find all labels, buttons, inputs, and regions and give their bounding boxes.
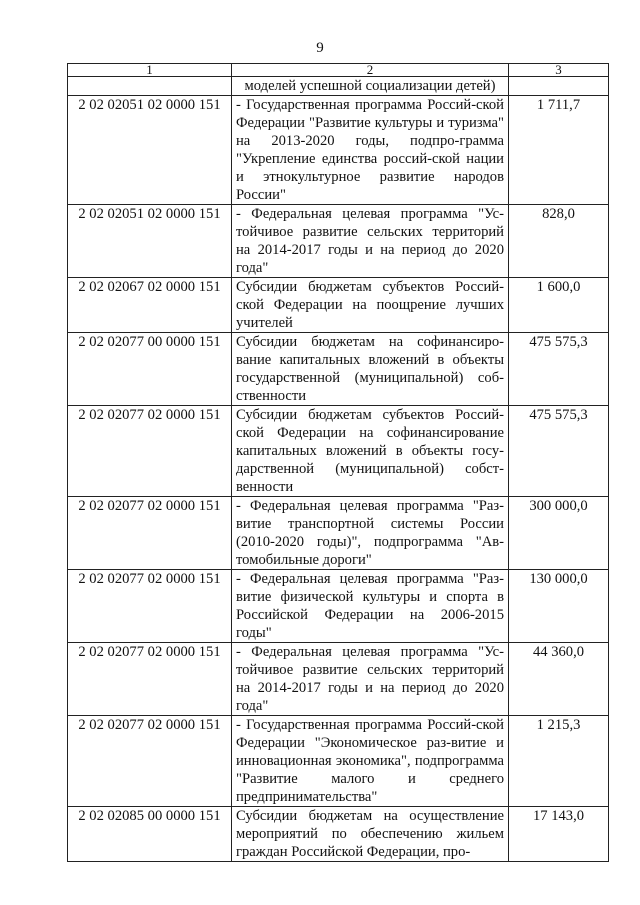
row-description: моделей успешной социализации детей)	[232, 77, 509, 96]
table-row	[68, 278, 609, 333]
row-description: Субсидии бюджетам на софинансиро-вание капитальных вложений в объекты государственной (муниципальной) соб-ственности	[232, 333, 509, 406]
row-amount: 828,0	[509, 205, 609, 278]
row-code	[68, 77, 232, 96]
table-row	[68, 807, 609, 862]
row-description: Субсидии бюджетам на осуществление мероприятий по обеспечению жильем граждан Российской Федерации, про-	[232, 807, 509, 862]
column-header-code: 1	[68, 64, 232, 77]
row-code: 2 02 02077 02 0000 151	[68, 570, 232, 643]
row-code: 2 02 02077 02 0000 151	[68, 643, 232, 716]
row-description: - Федеральная целевая программа "Ус-тойчивое развитие сельских территорий на 2014-2017 годы и на период до 2020 года"	[232, 205, 509, 278]
row-code: 2 02 02077 02 0000 151	[68, 497, 232, 570]
row-code: 2 02 02051 02 0000 151	[68, 205, 232, 278]
row-description: - Федеральная целевая программа "Раз-витие физической культуры и спорта в Российской Федерации на 2006-2015 годы"	[232, 570, 509, 643]
row-amount: 475 575,3	[509, 406, 609, 497]
row-code: 2 02 02085 00 0000 151	[68, 807, 232, 862]
row-amount: 17 143,0	[509, 807, 609, 862]
table-header-row	[68, 64, 609, 77]
table-row	[68, 406, 609, 497]
row-code: 2 02 02051 02 0000 151	[68, 96, 232, 205]
row-code: 2 02 02077 00 0000 151	[68, 333, 232, 406]
row-description: - Государственная программа Россий-ской Федерации "Экономическое раз-витие и инновационная экономика", подпрограмма "Развитие малого и среднего предпринимательства"	[232, 716, 509, 807]
table-row	[68, 205, 609, 278]
row-amount: 44 360,0	[509, 643, 609, 716]
row-amount: 130 000,0	[509, 570, 609, 643]
row-description: Субсидии бюджетам субъектов Россий-ской Федерации на поощрение лучших учителей	[232, 278, 509, 333]
page-number: 9	[316, 40, 324, 56]
table-row	[68, 96, 609, 205]
table-row	[68, 716, 609, 807]
column-header-amount: 3	[509, 64, 609, 77]
row-amount	[509, 77, 609, 96]
row-description: Субсидии бюджетам субъектов Россий-ской Федерации на софинансирование капитальных вложений в объекты госу-дарственной (муниципальной) собст-венности	[232, 406, 509, 497]
table-row	[68, 643, 609, 716]
table-row	[68, 570, 609, 643]
row-description: - Федеральная целевая программа "Ус-тойчивое развитие сельских территорий на 2014-2017 годы и на период до 2020 года"	[232, 643, 509, 716]
table-row	[68, 333, 609, 406]
row-amount: 1 711,7	[509, 96, 609, 205]
table-row	[68, 497, 609, 570]
row-code: 2 02 02067 02 0000 151	[68, 278, 232, 333]
row-amount: 475 575,3	[509, 333, 609, 406]
row-code: 2 02 02077 02 0000 151	[68, 716, 232, 807]
row-amount: 1 600,0	[509, 278, 609, 333]
column-header-description: 2	[232, 64, 509, 77]
row-amount: 300 000,0	[509, 497, 609, 570]
budget-table	[67, 63, 609, 862]
row-code: 2 02 02077 02 0000 151	[68, 406, 232, 497]
row-description: - Государственная программа Россий-ской Федерации "Развитие культуры и туризма" на 2013-2020 годы, подпро-грамма "Укрепление единства россий-ской нации и этнокультурное развитие народов России"	[232, 96, 509, 205]
table-row	[68, 77, 609, 96]
row-description: - Федеральная целевая программа "Раз-витие транспортной системы России (2010-2020 годы)", подпрограмма "Ав-томобильные дороги"	[232, 497, 509, 570]
row-amount: 1 215,3	[509, 716, 609, 807]
